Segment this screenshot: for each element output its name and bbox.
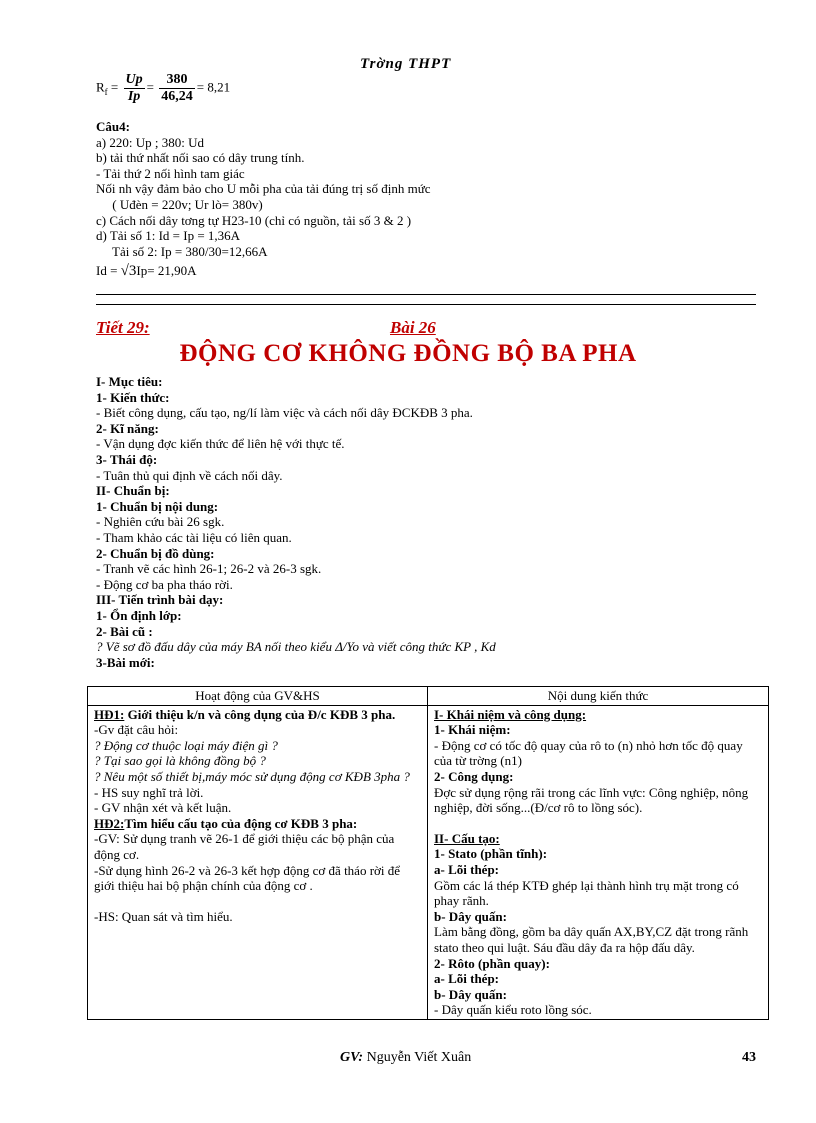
lesson-table [87,686,769,1020]
activity-line: -Gv đặt câu hỏi: [94,722,179,738]
hd2-label: HĐ2: [94,815,125,831]
kien-thuc-heading: 1- Kiến thức: [96,389,170,405]
lesson-bai: Bài 26 [390,318,436,337]
muc-tieu-heading: I- Mục tiêu: [96,374,163,389]
content-text: Gồm các lá thép KTĐ ghép lại thành hình trụ mặt trong có phay rãnh. [434,877,739,909]
activity-line: - HS suy nghĩ trả lời. [94,784,204,800]
activity-line: - GV nhận xét và kết luận. [94,800,232,816]
fraction-380: $\frac{380}{46,24}$ [161,72,193,104]
hd1-title: Giới thiệu k/n và công dụng của Đ/c KĐB 3 pha. [124,706,396,722]
cau4-title: Câu4: [96,119,130,134]
divider [96,294,756,295]
cau4-line: b) tải thứ nhất nối sao có dây trung tính. [96,150,305,166]
formula-lhs: R [96,79,105,95]
content-text: Làm bằng đồng, gồm ba dây quấn AX,BY,CZ đặt trong rãnh stato theo qui luật. Sáu đầu dây đa ra hộp đấu dây. [434,924,749,955]
page-number: 43 [742,1050,756,1065]
activity-line: -HS: Quan sát và tìm hiểu. [94,908,233,924]
question-line: ? Nêu một số thiết bị,máy móc sử dụng động cơ KĐB 3pha ? [94,768,410,784]
on-dinh-heading: 1- Ổn định lớp: [96,607,182,623]
sub-heading: 1- Khái niệm: [434,722,511,738]
table-header-left: Hoạt động của GV&HS [88,687,428,706]
lesson-number: Tiết 29: [96,318,150,337]
do-dung-text: - Tranh vẽ các hình 26-1; 26-2 và 26-3 sgk. [96,561,322,577]
cau4-line: ( Uđèn = 220v; Ur lò= 380v) [96,196,263,212]
cau4-line: d) Tải số 1: Id = Ip = 1,36A [96,228,241,244]
content-text: - Động cơ có tốc độ quay của rô to (n) nhỏ hơn tốc độ quay của từ trờng (n1) [434,737,743,769]
formula: $R_f$ = $\frac{Up}{Ip}$ = $\frac{380}{46,24}$ = 8,21 [96,72,231,104]
thai-do-text: - Tuân thủ qui định về cách nối dây. [96,467,283,483]
question-line: ? Động cơ thuộc loại máy điện gì ? [94,737,278,753]
bai-moi-heading: 3-Bài mới: [96,654,155,670]
fraction-up-ip: $\frac{Up}{Ip}$ [125,72,143,104]
ki-nang-heading: 2- Kĩ năng: [96,420,159,436]
sub-heading: a- Lõi thép: [434,861,499,877]
activities-cell [88,705,428,1019]
tien-trinh-heading: III- Tiến trình bài dạy: [96,592,224,608]
content-text: Đợc sử dụng rộng rãi trong các lĩnh vực: Công nghiệp, nông nghiệp, đời sống...(Đ/cơ rô to lồng sóc). [434,784,749,816]
footer-teacher [340,1050,471,1066]
id-suffix: Ip= 21,90A [136,263,197,279]
formula-result: = 8,21 [196,79,231,95]
cau4-line: a) 220: Up ; 380: Ud [96,134,204,150]
cau4-line: Nối nh vậy đảm bảo cho U mỗi pha của tải đúng trị số định mức [96,181,431,197]
teacher-name: Nguyễn Viết Xuân [363,1050,472,1065]
chuan-bi-heading: II- Chuẩn bị: [96,483,170,499]
formula-lhs-sub: f [104,87,108,98]
bai-cu-question: ? Vẽ sơ đồ đấu dây của máy BA nối theo kiểu Δ/Yo và viết công thức KP , Kd [96,639,496,655]
hd1-label: HĐ1: [94,706,125,722]
sub-heading: b- Dây quấn: [434,908,507,924]
question-line: ? Tại sao gọi là không đồng bộ ? [94,753,266,769]
content-text: - Dây quấn kiểu roto lồng sóc. [434,1002,592,1018]
sub-heading: 2- Công dụng: [434,768,514,784]
activity-line: -Sử dụng hình 26-2 và 26-3 kết hợp động cơ đã tháo rời để giới thiệu hai bộ phận chính của động cơ . [94,862,401,894]
knowledge-cell [428,705,769,1019]
lesson-title: ĐỘNG CƠ KHÔNG ĐỒNG BỘ BA PHA [179,340,637,367]
thai-do-heading: 3- Thái độ: [96,451,158,467]
do-dung-heading: 2- Chuẩn bị đồ dùng: [96,545,215,561]
activity-line: -GV: Sử dụng tranh vẽ 26-1 để giới thiệu các bộ phận của động cơ. [94,831,395,862]
section-heading: I- Khái niệm và công dụng: [434,706,587,722]
objectives-section [96,374,496,670]
divider [96,304,756,305]
cau4-line: - Tải thứ 2 nối hình tam giác [96,165,245,181]
hd2-title: Tìm hiểu cấu tạo của động cơ KĐB 3 pha: [124,815,358,831]
kien-thuc-text: - Biết công dụng, cấu tạo, ng/lí làm việc và cách nối dây ĐCKĐB 3 pha. [96,405,473,421]
cau4-line: c) Cách nối dây tơng tự H23-10 (chỉ có nguồn, tải số 3 & 2 ) [96,212,412,228]
bai-cu-heading: 2- Bài cũ : [96,623,153,639]
sub-heading: 1- Stato (phần tĩnh): [434,846,548,862]
sqrt-icon: √3 [120,263,137,280]
noi-dung-text: - Tham khảo các tài liệu có liên quan. [96,529,292,545]
noi-dung-heading: 1- Chuẩn bị nội dung: [96,498,219,514]
table-header-right: Nội dung kiến thức [428,687,769,706]
noi-dung-text: - Nghiên cứu bài 26 sgk. [96,514,225,530]
page-header: Trờng THPT [360,56,452,72]
cau4-line: Tải số 2: Ip = 380/30=12,66A [96,243,268,259]
sub-heading: b- Dây quấn: [434,986,507,1002]
cau4-section [96,119,431,280]
ki-nang-text: - Vận dụng đợc kiến thức để liên hệ với thực tế. [96,436,345,452]
sub-heading: a- Lõi thép: [434,971,499,987]
teacher-label: GV: [340,1050,364,1065]
do-dung-text: - Động cơ ba pha tháo rời. [96,576,233,592]
section-heading: II- Cấu tạo: [434,830,500,846]
id-formula [96,263,431,280]
id-prefix: Id = [96,263,118,279]
sub-heading: 2- Rôto (phần quay): [434,955,550,971]
